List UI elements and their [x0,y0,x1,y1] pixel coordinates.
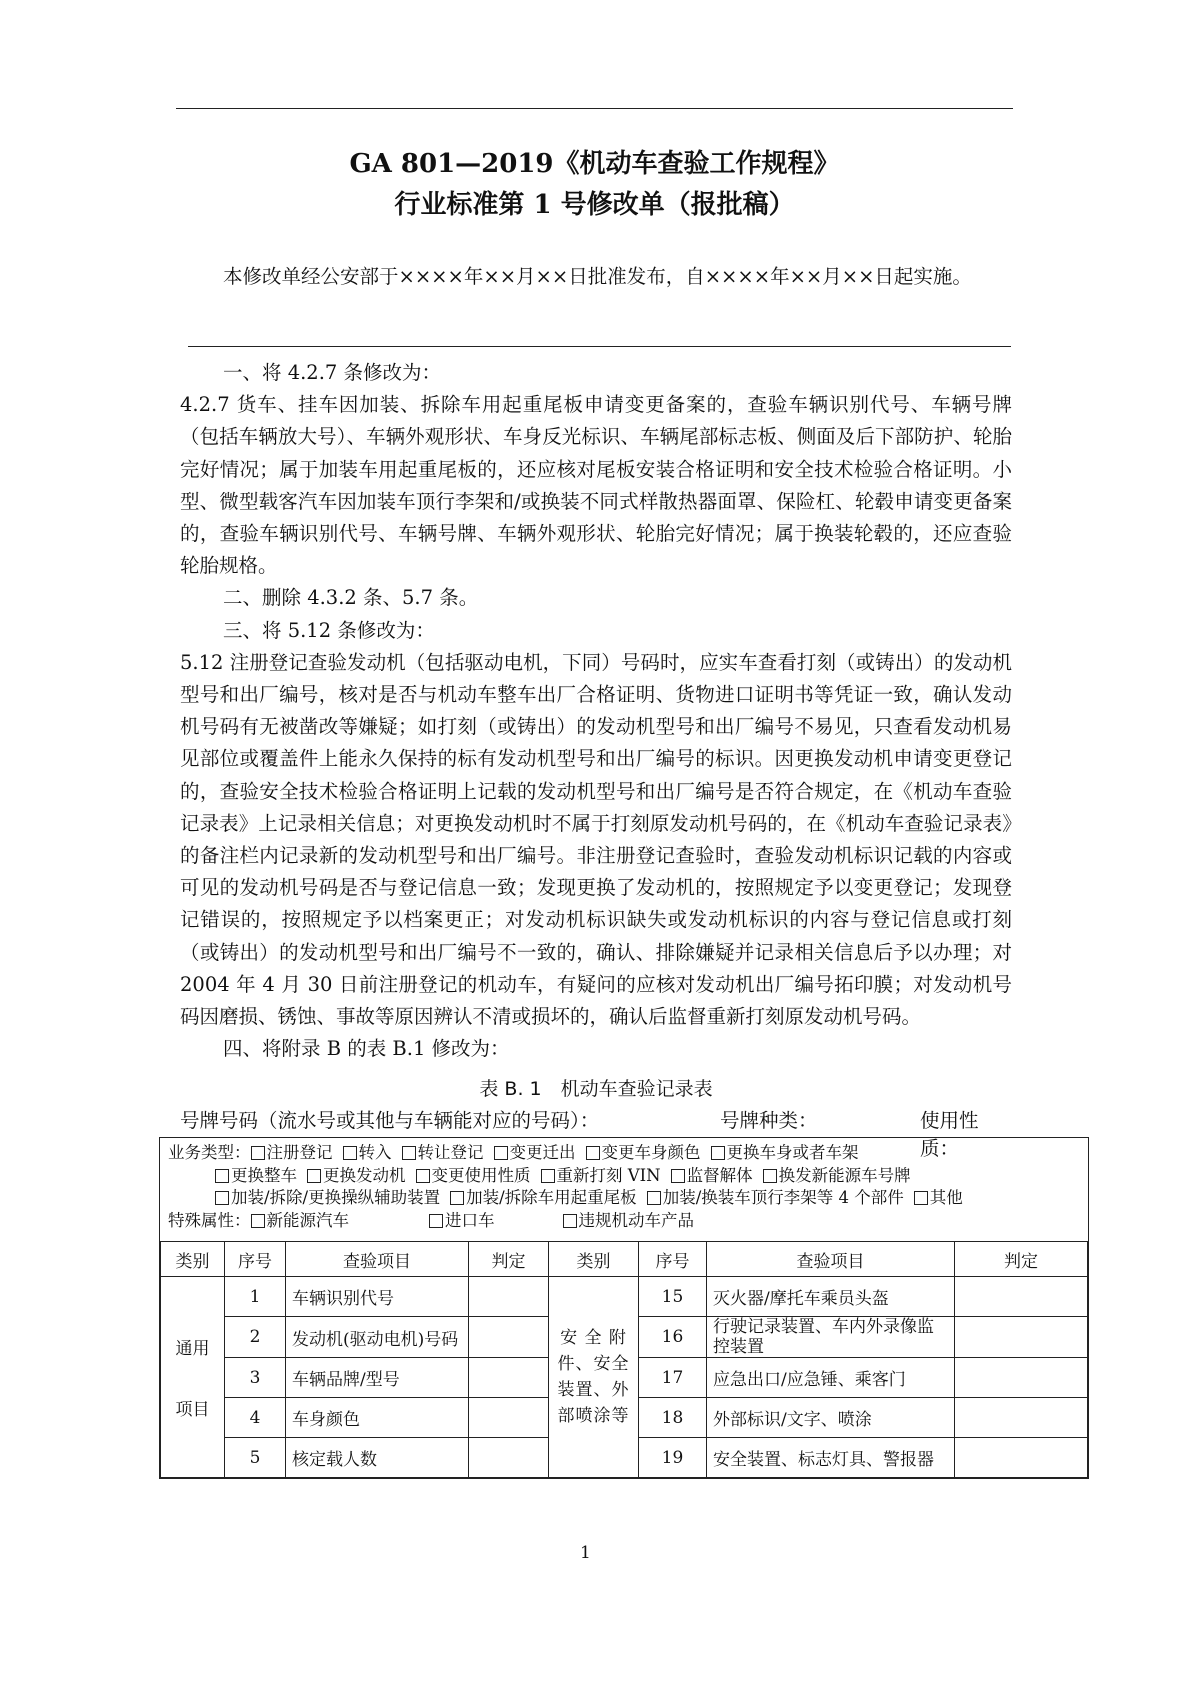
checkbox[interactable] [671,1169,685,1183]
row-item: 车辆识别代号 [286,1277,469,1317]
checkbox[interactable] [251,1146,265,1160]
inspection-record-form [159,1137,1089,1479]
left-category-line2: 项目 [175,1400,210,1420]
checkbox[interactable] [563,1214,577,1228]
table-row [161,1277,1088,1317]
header-rule [176,108,1013,109]
option-re-engrave-vin[interactable]: 重新打刻 VIN [541,1165,661,1188]
row-number: 15 [639,1277,707,1317]
judgement-cell[interactable] [469,1438,549,1478]
judgement-cell[interactable] [469,1277,549,1317]
intro-text: 本修改单经公安部于××××年××月××日批准发布，自××××年××月××日起实施。 [223,265,972,288]
business-row-3 [168,1187,1080,1210]
section3-heading: 三、将 5.12 条修改为： [223,618,435,642]
row-number: 1 [225,1277,286,1317]
checkbox[interactable] [215,1191,229,1205]
option-register[interactable]: 注册登记 [251,1142,333,1165]
judgement-cell[interactable] [469,1358,549,1398]
checkbox[interactable] [647,1191,661,1205]
checkbox[interactable] [402,1146,416,1160]
option-replace-vehicle[interactable]: 更换整车 [215,1165,297,1188]
business-type-label: 业务类型： [168,1143,251,1162]
judgement-cell[interactable] [955,1438,1088,1478]
header-number: 序号 [225,1242,286,1277]
option-replace-body[interactable]: 更换车身或者车架 [711,1142,859,1165]
document-title-line1: GA 801—2019《机动车查验工作规程》 [349,149,840,179]
row-number: 17 [639,1358,707,1398]
amendment-body [180,357,1012,1065]
checkbox[interactable] [429,1214,443,1228]
row-number: 3 [225,1358,286,1398]
option-assist-device[interactable]: 加装/拆除/更换操纵辅助装置 [215,1187,440,1210]
header-category: 类别 [549,1242,639,1277]
checkbox[interactable] [416,1169,430,1183]
row-item: 外部标识/文字、喷涂 [707,1398,955,1438]
plate-type-label: 号牌种类： [720,1109,818,1132]
document-title-line2: 行业标准第 1 号修改单（报批稿） [394,190,795,220]
section1-heading: 一、将 4.2.7 条修改为： [223,361,442,384]
intro-paragraph [180,261,1012,293]
judgement-cell[interactable] [469,1398,549,1438]
header-number: 序号 [639,1242,707,1277]
left-category-line1: 通用 [175,1339,210,1359]
special-attributes-row [168,1210,1080,1233]
option-roof-rack[interactable]: 加装/换装车顶行李架等 4 个部件 [647,1187,904,1210]
header-judgement: 判定 [955,1242,1088,1277]
option-change-move-out[interactable]: 变更迁出 [494,1142,576,1165]
row-item: 发动机(驱动电机)号码 [286,1317,469,1358]
row-number: 16 [639,1317,707,1358]
checkbox[interactable] [914,1191,928,1205]
option-other[interactable]: 其他 [914,1187,963,1210]
section4-heading: 四、将附录 B 的表 B.1 修改为： [223,1037,510,1061]
row-number: 19 [639,1438,707,1478]
section3-body: 5.12 注册登记查验发动机（包括驱动电机，下同）号码时，应实车查看打刻（或铸出）的发动机型号和出厂编号，核对是否与机动车整车出厂合格证明、货物进口证明书等凭证一致，确认发动机号码有无被凿改等嫌疑；如打刻（或铸出）的发动机型号和出厂编号不易见，只查看发动机易见部位或覆盖件上能永久保持的标有发动机型号和出厂编号的标识。因更换发动机申请变更登记的，查验安全技术检验合格证明上记载的发动机型号和出厂编号是否符合规定，在《机动车查验记录表》上记录相关信息；对更换发动机时不属于打刻原发动机号码的，在《机动车查验记录表》的备注栏内记录新的发动机型号和出厂编号。非注册登记查验时，查验发动机标识记载的内容或可见的发动机号码是否与登记信息一致；发现更换了发动机的，按照规定予以变更登记；发现登记错误的，按照规定予以档案更正；对发动机标识缺失或发动机标识的内容与登记信息或打刻（或铸出）的发动机型号和出厂编号不一致的，确认、排除嫌疑并记录相关信息后予以办理；对 2004 年 4 月 30 日前注册登记的机动车，有疑问的应核对发动机出厂编号拓印膜；对发动机号码因磨损、锈蚀、事故等原因辨认不清或损坏的，确认后监督重新打刻原发动机号码。 [180,650,1012,1029]
inspection-items-table [160,1241,1088,1478]
checkbox[interactable] [763,1169,777,1183]
option-replace-engine[interactable]: 更换发动机 [307,1165,406,1188]
checkbox[interactable] [215,1169,229,1183]
checkbox[interactable] [307,1169,321,1183]
row-item: 车身颜色 [286,1398,469,1438]
checkbox[interactable] [494,1146,508,1160]
option-transfer-in[interactable]: 转入 [343,1142,392,1165]
header-item: 查验项目 [707,1242,955,1277]
option-change-color[interactable]: 变更车身颜色 [586,1142,701,1165]
table-header-row [161,1242,1088,1277]
use-nature-label: 使用性质： [920,1109,979,1160]
right-category-cell: 安 全 附件、安全装置、外部喷涂等 [549,1277,639,1478]
header-judgement: 判定 [469,1242,549,1277]
checkbox[interactable] [343,1146,357,1160]
business-type-options [160,1138,1088,1241]
checkbox[interactable] [541,1169,555,1183]
option-transfer-register[interactable]: 转让登记 [402,1142,484,1165]
section-divider [188,346,1011,347]
option-tail-lift[interactable]: 加装/拆除车用起重尾板 [450,1187,637,1210]
row-item: 行驶记录装置、车内外录像监控装置 [707,1317,955,1358]
judgement-cell[interactable] [955,1317,1088,1358]
row-item: 安全装置、标志灯具、警报器 [707,1438,955,1478]
row-number: 5 [225,1438,286,1478]
option-new-energy[interactable]: 新能源汽车 [251,1210,350,1233]
row-item: 车辆品牌/型号 [286,1358,469,1398]
option-new-energy-plate[interactable]: 换发新能源车号牌 [763,1165,911,1188]
judgement-cell[interactable] [955,1358,1088,1398]
judgement-cell[interactable] [469,1317,549,1358]
judgement-cell[interactable] [955,1277,1088,1317]
row-item: 核定载人数 [286,1438,469,1478]
row-number: 2 [225,1317,286,1358]
checkbox[interactable] [711,1146,725,1160]
row-item: 应急出口/应急锤、乘客门 [707,1358,955,1398]
judgement-cell[interactable] [955,1398,1088,1438]
business-row-2 [168,1165,1080,1188]
row-number: 4 [225,1398,286,1438]
option-imported[interactable]: 进口车 [429,1210,495,1233]
page-number: 1 [580,1543,591,1563]
header-item: 查验项目 [286,1242,469,1277]
plate-number-label: 号牌号码（流水号或其他与车辆能对应的号码）： [180,1109,600,1132]
business-row-1 [168,1142,1080,1165]
header-category: 类别 [161,1242,225,1277]
option-supervised-dismantle[interactable]: 监督解体 [671,1165,753,1188]
left-category-cell [161,1277,225,1478]
checkbox[interactable] [251,1214,265,1228]
option-change-use[interactable]: 变更使用性质 [416,1165,531,1188]
option-noncompliant[interactable]: 违规机动车产品 [563,1210,695,1233]
special-attributes-label: 特殊属性： [168,1210,251,1230]
checkbox[interactable] [586,1146,600,1160]
row-item: 灭火器/摩托车乘员头盔 [707,1277,955,1317]
section1-body: 4.2.7 货车、挂车因加装、拆除车用起重尾板申请变更备案的，查验车辆识别代号、车辆号牌（包括车辆放大号）、车辆外观形状、车身反光标识、车辆尾部标志板、侧面及后下部防护、轮胎完好情况；属于加装车用起重尾板的，还应核对尾板安装合格证明和安全技术检验合格证明。小型、微型载客汽车因加装车顶行李架和/或换装不同式样散热器面罩、保险杠、轮毂申请变更备案的，查验车辆识别代号、车辆号牌、车辆外观形状、轮胎完好情况；属于换装轮毂的，还应查验轮胎规格。 [180,393,1012,578]
section2-heading: 二、删除 4.3.2 条、5.7 条。 [223,586,479,610]
checkbox[interactable] [450,1191,464,1205]
row-number: 18 [639,1398,707,1438]
table-caption: 表 B. 1 机动车查验记录表 [479,1078,713,1100]
